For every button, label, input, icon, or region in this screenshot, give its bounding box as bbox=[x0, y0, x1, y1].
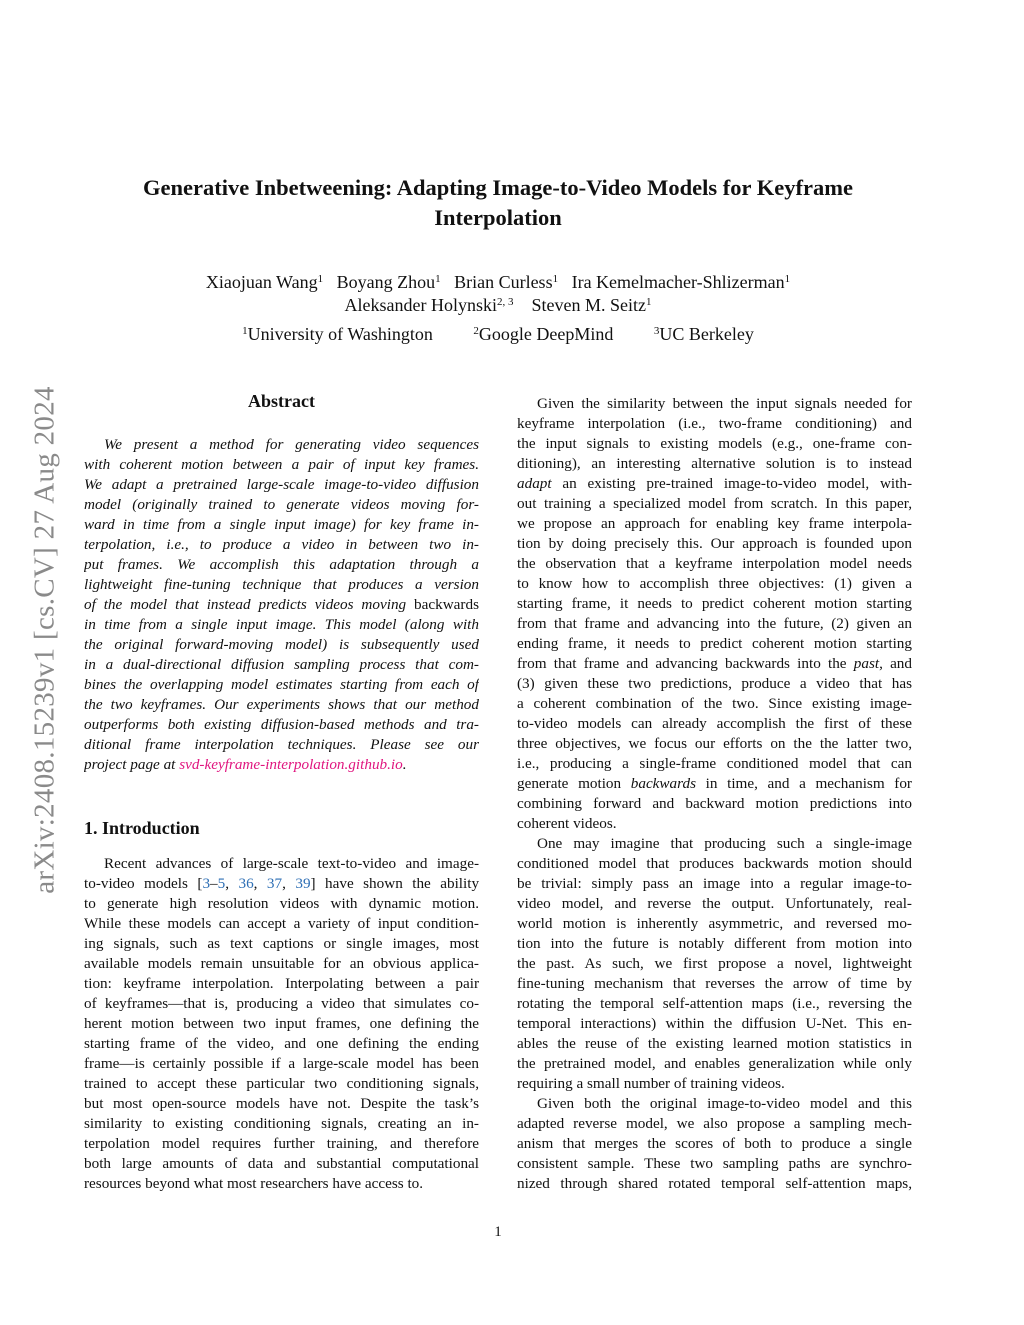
arxiv-stamp: arXiv:2408.15239v1 [cs.CV] 27 Aug 2024 bbox=[28, 386, 61, 894]
title-line-1: Generative Inbetweening: Adapting Image-to-Video Models for Keyframe bbox=[143, 175, 853, 200]
author-affil-sup: 1 bbox=[645, 296, 652, 308]
text-line: of keyframes—that is, producing a video that simulates co- bbox=[84, 995, 479, 1012]
text-line: herent motion between two input frames, one defining the bbox=[84, 1015, 479, 1032]
text-line: consistent sample. These two sampling paths are synchro- bbox=[517, 1155, 912, 1172]
text-line: both large amounts of data and substantial computational bbox=[84, 1155, 479, 1172]
author-name: Brian Curless bbox=[454, 272, 553, 292]
text-line: tion by doing precisely this. Our approach is founded upon bbox=[517, 535, 912, 552]
abstract-paragraph bbox=[84, 435, 479, 775]
text-line: We present a method for generating video sequences bbox=[104, 436, 479, 453]
affil-sup: 1 bbox=[242, 325, 248, 337]
text-line: fine-tuning mechanism that reverses the arrow of time by bbox=[517, 975, 912, 992]
text-span: – bbox=[210, 875, 218, 892]
text-line: Given the similarity between the input signals needed for bbox=[537, 395, 912, 412]
text-line: requiring a small number of training videos. bbox=[517, 1075, 785, 1092]
text-line: out training a specialized model from scratch. In this paper, bbox=[517, 495, 912, 512]
text-line: the original forward-moving model) is subsequently used bbox=[84, 636, 479, 653]
text-line bbox=[84, 755, 479, 775]
author-name: Boyang Zhou bbox=[336, 272, 436, 292]
author bbox=[454, 272, 558, 292]
text-line: i.e., producing a single-frame conditioned model that can bbox=[517, 755, 912, 772]
text-line: lightweight fine-tuning technique that produces a version bbox=[84, 576, 479, 593]
text-line: to-video models can already accomplish the first of these bbox=[517, 715, 912, 732]
intro-paragraph bbox=[84, 854, 479, 1194]
text-span: to-video models [ bbox=[84, 875, 203, 892]
author-affil-sup: 1 bbox=[435, 273, 441, 285]
text-span: generate motion bbox=[517, 775, 631, 792]
text-line: conditioned model that produces backwards motion should bbox=[517, 855, 912, 872]
affil-sup: 2 bbox=[473, 325, 479, 337]
text-line: to generate high resolution videos with dynamic motion. bbox=[84, 895, 479, 912]
text-line: ditional frame interpolation techniques. Please see our bbox=[84, 736, 479, 753]
text-span: backwards bbox=[414, 596, 479, 613]
text-span: an existing pre-trained image-to-video model, with- bbox=[551, 475, 912, 492]
author-affil-sup: 1 bbox=[552, 273, 559, 285]
text-line: One may imagine that producing such a single-image bbox=[537, 835, 912, 852]
citation-link[interactable]: 37 bbox=[266, 875, 283, 892]
text-line: but most open-source models have not. Despite the task’s bbox=[84, 1095, 479, 1112]
text-span: in time, and a mechanism for bbox=[696, 775, 912, 792]
text-line: ward in time from a single input image) for key frame in- bbox=[84, 516, 479, 533]
text-line: trained to accept these particular two conditioning signals, bbox=[84, 1075, 479, 1092]
text-line: keyframe interpolation (i.e., two-frame conditioning) and bbox=[517, 415, 912, 432]
author bbox=[572, 272, 791, 292]
text-line: put frames. We accomplish this adaptation through a bbox=[84, 556, 479, 573]
text-line: be trivial: simply pass an image into a regular image-to- bbox=[517, 875, 912, 892]
text-line: nized through shared rotated temporal self-attention maps, bbox=[517, 1175, 912, 1192]
text-line: similarity to existing conditioning signals, creating an in- bbox=[84, 1115, 479, 1132]
text-line: frame—is certainly possible if a large-scale model has been bbox=[84, 1055, 479, 1072]
author-name: Ira Kemelmacher-Shlizerman bbox=[571, 272, 785, 292]
text-line: to know how to accomplish three objectives: (1) given a bbox=[517, 575, 912, 592]
text-line: While these models can accept a variety of input condition- bbox=[84, 915, 479, 932]
text-line: temporal interactions) within the diffusion U-Net. This en- bbox=[517, 1015, 912, 1032]
text-line: resources beyond what most researchers have access to. bbox=[84, 1175, 424, 1192]
affiliations bbox=[0, 323, 996, 346]
body-paragraph bbox=[517, 834, 912, 1094]
text-span: , bbox=[253, 875, 267, 892]
text-line: Recent advances of large-scale text-to-video and image- bbox=[104, 855, 479, 872]
text-line: ending frame, it needs to predict coherent motion starting bbox=[517, 635, 912, 652]
affil-name: UC Berkeley bbox=[659, 324, 754, 344]
text-line: combining forward and backward motion predictions into bbox=[517, 795, 912, 812]
text-line: the observation that a keyframe interpolation model needs bbox=[517, 555, 912, 572]
paragraph-continued bbox=[517, 1094, 912, 1194]
right-column-body bbox=[517, 394, 912, 1194]
text-line: the input signals to existing models (e.g., one-frame con- bbox=[517, 435, 912, 452]
text-span: . bbox=[402, 756, 407, 773]
affil-name: Google DeepMind bbox=[478, 324, 614, 344]
citation-link[interactable]: 5 bbox=[217, 875, 226, 892]
text-line: terpolation model requires further training, and therefore bbox=[84, 1135, 479, 1152]
text-line: coherent videos. bbox=[517, 815, 617, 832]
author-affil-sup: 1 bbox=[317, 273, 324, 285]
affil-name: University of Washington bbox=[247, 324, 433, 344]
text-line: the past. As such, we first propose a novel, lightweight bbox=[517, 955, 912, 972]
project-page-link[interactable]: svd-keyframe-interpolation.github.io bbox=[179, 756, 403, 773]
text-line: the pretrained model, and enables generalization while only bbox=[517, 1055, 912, 1072]
text-line: in a dual-directional diffusion sampling process that com- bbox=[84, 656, 479, 673]
text-span: backwards bbox=[630, 775, 696, 792]
text-line: three objectives, we focus our efforts on the the latter two, bbox=[517, 735, 912, 752]
text-line: tion: keyframe interpolation. Interpolating between a pair bbox=[84, 975, 479, 992]
text-line: adapted reverse model, we also propose a sampling mech- bbox=[517, 1115, 912, 1132]
text-line: We adapt a pretrained large-scale image-to-video diffusion bbox=[84, 476, 479, 493]
text-line: starting frame of the video, and one defining the ending bbox=[84, 1035, 479, 1052]
text-line: ditioning), an interesting alternative solution is to instead bbox=[517, 455, 912, 472]
text-line: bines the overlapping model estimates starting from each of bbox=[84, 676, 479, 693]
abstract-heading: Abstract bbox=[248, 391, 315, 411]
text-span: , and bbox=[879, 655, 912, 672]
text-line: with coherent motion between a pair of input key frames. bbox=[84, 456, 479, 473]
text-span: from that frame and advancing backwards into the bbox=[517, 655, 854, 672]
body-paragraph bbox=[517, 394, 912, 834]
affiliation bbox=[242, 323, 433, 346]
text-line: from that frame and advancing into the future, (2) given an bbox=[517, 615, 912, 632]
text-span: , bbox=[225, 875, 239, 892]
author bbox=[206, 272, 323, 292]
text-line: the two keyframes. Our experiments shows that our method bbox=[84, 696, 479, 713]
text-span: past bbox=[853, 655, 880, 672]
author-row-2 bbox=[0, 294, 996, 317]
text-line: (3) given these two predictions, produce a video that has bbox=[517, 675, 912, 692]
text-line: in time from a single input image. This model (along with bbox=[84, 616, 479, 633]
text-line bbox=[84, 874, 479, 894]
author-affil-sup: 2, 3 bbox=[496, 296, 514, 308]
author-row-1 bbox=[0, 271, 996, 294]
text-line: video model, and reverse the output. Unfortunately, real- bbox=[517, 895, 912, 912]
affil-sup: 3 bbox=[653, 325, 660, 337]
author-name: Steven M. Seitz bbox=[531, 295, 646, 315]
text-span: of the model that instead predicts videos moving bbox=[84, 596, 415, 613]
text-line: tion into the future is notably different from motion into bbox=[517, 935, 912, 952]
affiliation bbox=[473, 323, 613, 346]
text-span: ] have shown the ability bbox=[310, 875, 479, 892]
author bbox=[337, 272, 441, 292]
abstract-body bbox=[84, 435, 479, 775]
text-span: adapt bbox=[517, 475, 552, 492]
author-name: Xiaojuan Wang bbox=[205, 272, 318, 292]
text-line: ing signals, such as text captions or single images, most bbox=[84, 935, 479, 952]
citation-link[interactable]: 3 bbox=[202, 875, 211, 892]
text-line: terpolation, i.e., to produce a video in between two in- bbox=[84, 536, 479, 553]
author bbox=[531, 295, 651, 315]
text-line: model (originally trained to generate videos moving for- bbox=[84, 496, 479, 513]
author-affil-sup: 1 bbox=[784, 273, 791, 285]
affiliation bbox=[654, 323, 754, 346]
text-line: we propose an approach for enabling key frame interpola- bbox=[517, 515, 912, 532]
citation-link[interactable]: 39 bbox=[295, 875, 311, 892]
text-line: outperforms both existing diffusion-based methods and tra- bbox=[84, 716, 479, 733]
paper-title bbox=[0, 173, 996, 233]
page-number: 1 bbox=[494, 1224, 502, 1240]
text-line: a coherent combination of the two. Since existing image- bbox=[517, 695, 912, 712]
text-line bbox=[517, 654, 912, 674]
text-line bbox=[84, 595, 479, 615]
text-line: starting frame, it needs to predict coherent motion starting bbox=[517, 595, 912, 612]
text-line: available models remain unsuitable for an obvious applica- bbox=[84, 955, 479, 972]
title-line-2: Interpolation bbox=[434, 205, 562, 230]
text-span: project page at bbox=[84, 756, 180, 773]
author-name: Aleksander Holynski bbox=[344, 295, 497, 315]
text-span: , bbox=[282, 875, 296, 892]
citation-link[interactable]: 36 bbox=[238, 875, 254, 892]
section-heading-introduction: 1. Introduction bbox=[84, 818, 200, 838]
text-line bbox=[517, 474, 912, 494]
text-line: ables the reuse of the existing learned motion statistics in bbox=[517, 1035, 912, 1052]
text-line: rotating the temporal self-attention maps (i.e., reversing the bbox=[517, 995, 912, 1012]
introduction-body bbox=[84, 854, 479, 1194]
text-line: world motion is inherently asymmetric, and reversed mo- bbox=[517, 915, 912, 932]
text-line: Given both the original image-to-video model and this bbox=[537, 1095, 912, 1112]
author bbox=[345, 295, 514, 315]
text-line bbox=[517, 774, 912, 794]
text-line: anism that merges the scores of both to produce a single bbox=[517, 1135, 912, 1152]
